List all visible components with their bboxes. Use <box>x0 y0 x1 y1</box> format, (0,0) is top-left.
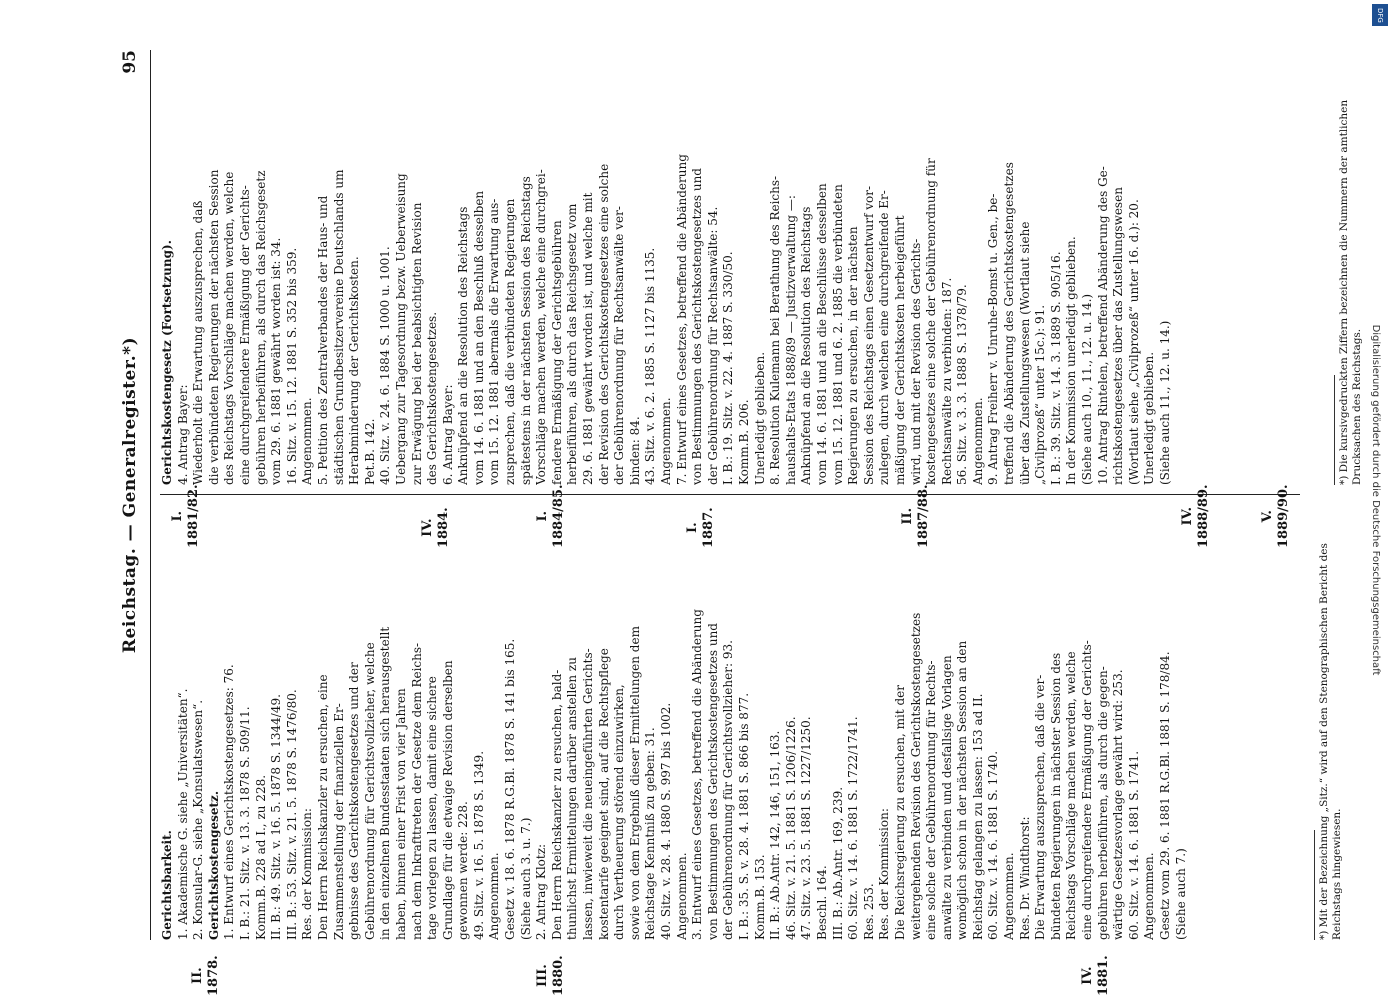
entry-line: Unerledigt geblieben. <box>752 351 767 485</box>
session-year: 1888/89. <box>1196 484 1211 548</box>
entry-line: weitergehenden Revision des Gerichtskostengesetzes <box>908 612 923 940</box>
entry-line: I. B.: 21. Sitz. v. 13. 3. 1878 S. 509/11. <box>237 706 252 940</box>
entry-line: Komm.B. 153. <box>752 854 767 940</box>
left-column <box>160 502 1305 940</box>
entry-line: fendere Ermäßigung der Gerichtsgebühren <box>549 220 564 485</box>
entry-line: In der Kommission unerledigt geblieben. <box>1064 236 1079 485</box>
entry-line: Beschl. 164. <box>814 865 829 940</box>
entry-line: 29. 6. 1881 gewährt worden ist, und welche mit <box>581 192 596 485</box>
entry-line: zulegen, durch welchen eine durchgreifende Er- <box>877 190 892 485</box>
entry-line: spätestens in der nächsten Session des Reichstags <box>518 176 533 485</box>
session-numeral: II. <box>900 507 915 525</box>
entry-line: vom 29. 6. 1881 gewährt worden ist: 34. <box>269 237 284 485</box>
session-year: 1884/85. <box>551 484 566 548</box>
entry-line: der Gebührenordnung für Gerichtsvollzieher: 93. <box>721 640 736 940</box>
entry-line: Wiederholt die Erwartung auszusprechen, daß <box>191 200 206 485</box>
entry-line: eine solche der Gebührenordnung für Rechts- <box>924 660 939 940</box>
entry-line: III. B.: 53. Sitz. v. 21. 5. 1878 S. 1476/80. <box>284 689 299 940</box>
entry-line: Angenommen. <box>1142 852 1157 940</box>
page-header-title: Reichstag. — Generalregister.*) <box>120 336 140 654</box>
session-year: 1880. <box>551 955 566 996</box>
entry-line: haushalts-Etats 1888/89 — Justizverwaltung —: <box>783 195 798 485</box>
session-margin-note <box>685 507 717 548</box>
session-numeral: I. <box>170 510 185 522</box>
entry-line: 5. Petition des Zentralverbandes der Haus- und <box>315 195 330 485</box>
entry-line: die verbündeten Regierungen der nächsten Session <box>206 169 221 485</box>
entry-line: 40. Sitz. v. 28. 4. 1880 S. 997 bis 1002. <box>659 702 673 940</box>
entry-line: vom 15. 12. 1881 und 6. 2. 1885 die verbündeten <box>830 184 845 485</box>
entry-line: 60. Sitz. v. 14. 6. 1881 S. 1722/1741. <box>846 716 861 940</box>
entry-line: II. B.: Ab.Antr. 142, 146, 151, 163. <box>768 730 783 940</box>
session-year: 1878. <box>206 955 221 996</box>
entry-line: durch Vertheuerung störend einzuwirken, <box>612 684 627 940</box>
entry-line: 4. Antrag Bayer: <box>175 384 190 485</box>
session-margin-note <box>1260 484 1292 548</box>
entry-line: Rechtsanwälte zu verbinden: 187. <box>939 277 954 485</box>
right-footnote <box>1330 50 1364 485</box>
entry-line: zur Erwägung bei der beabsichtigten Revision <box>409 202 424 485</box>
entry-line: eine durchgreifendere Ermäßigung der Gerichts- <box>1080 640 1095 940</box>
entry-line: Res. der Kommission: <box>877 808 892 940</box>
entry-line: lassen, inwieweit die neueingeführten Gerichts- <box>581 648 596 940</box>
session-numeral: IV. <box>1180 507 1195 526</box>
entry-line: Angenommen. <box>659 397 673 485</box>
entry-line: Herabminderung der Gerichtskosten. <box>347 256 362 485</box>
entry-line: Angenommen. <box>970 397 985 485</box>
entry-line: 3. Entwurf eines Gesetzes, betreffend die Abänderung <box>690 609 705 940</box>
entry-line: nach dem Inkrafttreten der Gesetze dem Reichs- <box>409 642 424 940</box>
entry-line: Res. der Kommission: <box>300 808 315 940</box>
entry-line: des Reichstags Vorschläge machen werden, welche <box>222 171 237 485</box>
entry-line: wärtige Gesetzesvorlage gewährt wird: 253. <box>1111 669 1126 940</box>
entry-line: zusprechen, daß die verbündeten Regierungen <box>503 198 518 485</box>
entry-line: mäßigung der Gerichtskosten herbeigeführt <box>892 215 907 485</box>
entry-line: 1. Entwurf eines Gerichtskostengesetzes: 76. <box>222 664 237 940</box>
footnote-rule <box>1334 375 1335 485</box>
watermark-text: Digitalisierung gefördert durch die Deutsche Forschungsgemeinschaft <box>1370 324 1381 676</box>
session-year: 1889/90. <box>1276 484 1291 548</box>
entry-line: Angenommen. <box>487 852 502 940</box>
right-column <box>160 50 1305 485</box>
entry-line: 43. Sitz. v. 6. 2. 1885 S. 1127 bis 1135. <box>643 247 658 485</box>
entry-line: 6. Antrag Bayer: <box>440 384 455 485</box>
column-divider <box>160 494 1300 495</box>
page-number: 95 <box>120 50 140 74</box>
session-numeral: I. <box>535 510 550 522</box>
entry-line: Angenommen. <box>1002 852 1017 940</box>
entry-line: Angenommen. <box>674 852 689 940</box>
entry-line: 47. Sitz. v. 23. 5. 1881 S. 1227/1250. <box>799 716 814 940</box>
entry-line: 1. Akademische G. siehe „Universitäten“. <box>175 688 190 940</box>
entry-line: Komm.B. 228 ad I., zu 228. <box>253 774 268 940</box>
session-year: 1887/88. <box>916 484 931 548</box>
session-margin-note <box>190 955 222 996</box>
entry-line: Gebührenordnung für Gerichtsvollzieher, welche <box>362 642 377 940</box>
entry-line: der Revision des Gerichtskostengesetzes eine solche <box>596 163 611 485</box>
session-margin-note <box>1080 955 1112 996</box>
entry-line: 46. Sitz. v. 21. 5. 1881 S. 1206/1226. <box>783 716 798 940</box>
entry-line: 2. Konsular-G. siehe „Konsulatswesen“. <box>191 699 206 940</box>
entry-line: 2. Antrag Klotz: <box>534 843 549 940</box>
session-year: 1881. <box>1096 955 1111 996</box>
entry-line: III. B.: Ab.Antr. 169, 239. <box>830 786 845 940</box>
session-year: 1884. <box>436 507 451 548</box>
entry-line: haben, binnen einer Frist von vier Jahren <box>393 688 408 940</box>
entry-line: 60. Sitz. v. 14. 6. 1881 S. 1740. <box>986 750 1001 940</box>
section-heading: Gerichtsbarkeit. <box>160 830 174 940</box>
entry-line: gebühren herbeiführen, als durch die gegen- <box>1095 666 1110 940</box>
entry-line: gebnisse des Gerichtskostengesetzes und der <box>347 662 362 940</box>
entry-line: von Bestimmungen des Gerichtskostengesetzes und <box>690 168 705 485</box>
session-numeral: III. <box>535 964 550 988</box>
session-year: 1887. <box>701 507 716 548</box>
entry-line: vom 14. 6. 1881 und an den Beschluß desselben <box>471 190 486 485</box>
entry-line: 10. Antrag Rintelen, betreffend Abänderung des Ge- <box>1095 166 1110 485</box>
running-head <box>120 50 150 940</box>
entry-line: Gesetz vom 29. 6. 1881 R.G.Bl. 1881 S. 178/84. <box>1158 651 1172 940</box>
entry-line: gebühren herbeiführen, als durch das Reichsgesetz <box>253 170 268 485</box>
entry-line: Den Herrn Reichskanzler zu ersuchen, eine <box>315 674 330 940</box>
entry-line: eine durchgreifendere Ermäßigung der Gerichts- <box>237 185 252 485</box>
entry-line: Die Erwartung auszusprechen, daß die ver- <box>1033 674 1048 940</box>
session-numeral: II. <box>190 967 205 984</box>
entry-line: Uebergang zur Tagesordnung bezw. Ueberweisung <box>393 173 408 485</box>
entry-line: Zusammenstellung der finanziellen Er- <box>331 703 346 940</box>
entry-line: in den einzelnen Bundesstaaten sich herausgestellt <box>378 626 393 940</box>
entry-line: des Gerichtskostengesetzes. <box>425 311 440 485</box>
entry-line: I. B.: 35. S. v. 28. 4. 1881 S. 866 bis 877. <box>736 692 751 940</box>
footnote-rule <box>1314 830 1315 940</box>
entry-line: Regierungen zu ersuchen, in der nächsten <box>846 226 861 485</box>
session-margin-note <box>535 484 567 548</box>
entry-line: (Siehe auch 10., 11., 12. u. 14.) <box>1080 293 1095 485</box>
entry-line: Pet.B. 142. <box>362 418 377 485</box>
entry-line: Reichstags Vorschläge machen werden, welche <box>1064 651 1079 940</box>
entry-line: Grundlage für die etwaige Revision derselben <box>440 660 455 940</box>
entry-line: binden: 84. <box>627 416 642 485</box>
entry-line: „Civilprozeß“ unter 15c.): 91. <box>1033 304 1048 485</box>
entry-line: Res. 253. <box>861 883 876 940</box>
session-numeral: IV. <box>1080 966 1095 985</box>
entry-line: Reichstage Kenntniß zu geben: 31. <box>643 727 658 940</box>
entry-line: Unerledigt geblieben. <box>1142 351 1157 485</box>
entry-line: über das Zustellungswesen (Wortlaut siehe <box>1017 221 1032 485</box>
session-numeral: I. <box>685 522 700 533</box>
entry-line: kostentarife geeignet sind, auf die Rechtspflege <box>596 648 611 940</box>
session-margin-note <box>900 484 932 548</box>
entry-line: 60. Sitz. v. 14. 6. 1881 S. 1741. <box>1126 750 1141 940</box>
entry-line: tage vorlegen zu lassen, damit eine sichere <box>425 676 440 940</box>
entry-line: II. B.: 49. Sitz. v. 16. 5. 1878 S. 1344/49. <box>269 694 284 940</box>
session-margin-note <box>170 484 202 548</box>
entry-line: Reichstag gelangen zu lassen: 153 ad II. <box>970 693 985 940</box>
section-heading: Gerichtskostengesetz. <box>206 790 221 940</box>
entry-line: 9. Antrag Freiherr v. Unruhe-Bomst u. Gen., be- <box>986 193 1001 485</box>
entry-line: Gesetz v. 18. 6. 1878 R.G.Bl. 1878 S. 141 bis 165. <box>503 638 518 940</box>
entry-line: Den Herrn Reichskanzler zu ersuchen, bald- <box>549 669 564 940</box>
entry-line: thunlichst Ermittelungen darüber anstellen zu <box>565 657 580 940</box>
left-footnote <box>1310 500 1344 940</box>
entry-line: 56. Sitz. v. 3. 3. 1888 S. 1378/79. <box>955 284 970 485</box>
entry-line: der Gebührenordnung für Rechtsanwälte ver- <box>612 206 627 485</box>
entry-line: gewonnen werde: 228. <box>456 801 471 940</box>
entry-line: bündeten Regierungen in nächster Session des <box>1048 652 1063 940</box>
entry-line: Anknüpfend an die Resolution des Reichstags <box>799 206 814 485</box>
entry-line: Angenommen. <box>300 397 315 485</box>
entry-line: der Gebührenordnung für Rechtsanwälte: 54. <box>705 206 720 485</box>
entry-line: Anknüpfend an die Resolution des Reichstags <box>456 206 471 485</box>
entry-line: von Bestimmungen des Gerichtskostengesetzes und <box>705 623 720 940</box>
entry-line: 8. Resolution Kulemann bei Berathung des Reichs- <box>768 175 783 485</box>
footnote-text: *) Mit der Bezeichnung „Sitz.“ wird auf den Stenographischen Bericht des Reichstags hingewiesen. <box>1318 543 1343 940</box>
session-margin-note <box>1180 484 1212 548</box>
entry-line: I. B.: 19. Sitz. v. 22. 4. 1887 S. 330/50. <box>721 251 736 485</box>
session-numeral: V. <box>1260 510 1275 523</box>
entry-line: vom 15. 12. 1881 abermals die Erwartung aus- <box>487 198 502 485</box>
session-year: 1881/82. <box>186 484 201 548</box>
entry-line: (Wortlaut siehe „Civilprozeß“ unter 16. d.): 20. <box>1126 199 1141 485</box>
entry-line: treffend die Abänderung des Gerichtskostengesetzes <box>1002 162 1017 485</box>
entry-line: I. B.: 39. Sitz. v. 14. 3. 1889 S. 905/16. <box>1048 251 1063 485</box>
entry-line: kostengesetzes eine solche der Gebührenordnung für <box>924 158 939 485</box>
entry-line: 49. Sitz. v. 16. 5. 1878 S. 1349. <box>471 750 486 940</box>
entry-line: 16. Sitz. v. 15. 12. 1881 S. 352 bis 359. <box>284 247 299 485</box>
entry-line: 40. Sitz. v. 24. 6. 1884 S. 1000 u. 1001. <box>378 246 393 485</box>
entry-line: Komm.B. 206. <box>736 399 751 485</box>
entry-line: vom 14. 6. 1881 und an die Beschlüsse desselben <box>814 183 829 485</box>
entry-line: richtskostengesetzes über das Zustellungswesen <box>1111 187 1126 485</box>
entry-line: Res. Dr. Windthorst: <box>1017 816 1032 940</box>
entry-line: womöglich schon in der nächsten Session an den <box>955 640 970 940</box>
session-margin-note <box>420 507 452 548</box>
entry-line: Die Reichsregierung zu ersuchen, mit der <box>892 685 907 940</box>
header-rule <box>150 50 151 940</box>
entry-line: städtischen Grundbesitzervereine Deutschlands um <box>331 169 346 485</box>
session-margin-note <box>535 955 567 996</box>
digitization-watermark <box>1370 0 1390 1000</box>
entry-line: (Siehe auch 3. u. 7.) <box>518 817 533 940</box>
entry-line: 7. Entwurf eines Gesetzes, betreffend die Abänderung <box>674 154 689 485</box>
dfg-logo-text: DFG <box>1376 7 1384 23</box>
entry-line: Vorschläge machen werden, welche eine durchgrei- <box>534 169 549 485</box>
entry-line: (Siehe auch 7.) <box>1173 848 1188 940</box>
section-heading: Gerichtskostengesetz (Fortsetzung). <box>160 240 174 485</box>
session-numeral: IV. <box>420 518 435 537</box>
footnote-text: *) Die kursivgedruckten Ziffern bezeichnen die Nummern der amtlichen Drucksachen des Reichstags. <box>1338 99 1363 485</box>
entry-line: anwälte zu verbinden und desfallsige Vorlagen <box>939 655 954 940</box>
entry-line: herbeiführen, als durch das Reichsgesetz vom <box>565 203 580 485</box>
entry-line: sowie von dem Ergebniß dieser Ermittelungen dem <box>627 626 642 940</box>
entry-line: wird, und mit der Revision des Gerichts- <box>908 238 923 485</box>
entry-line: (Siehe auch 11., 12. u. 14.) <box>1158 320 1172 485</box>
entry-line: Session des Reichstags einen Gesetzentwurf vor- <box>861 185 876 485</box>
